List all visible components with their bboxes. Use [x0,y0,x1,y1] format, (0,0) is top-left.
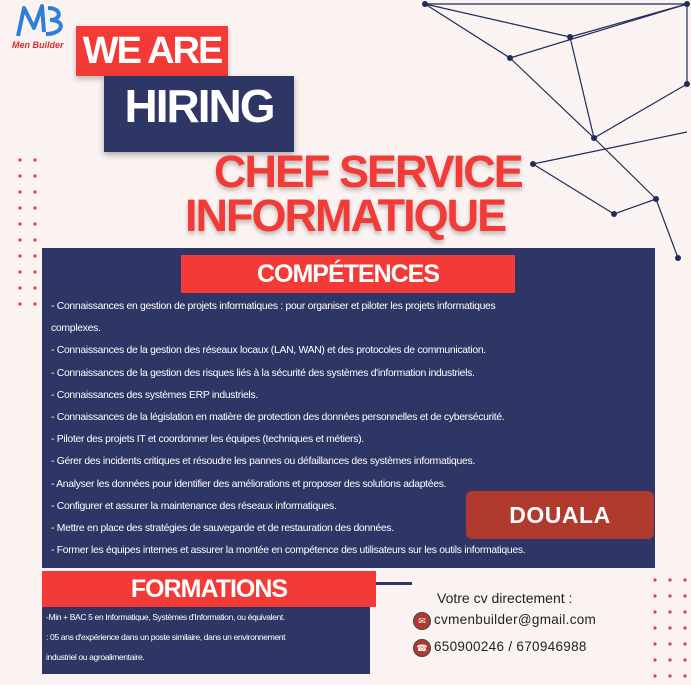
competence-item: - Connaissances de la législation en matière de protection des données personnelles et de cybersécurité. [51,412,505,424]
competence-item: - Former les équipes internes et assurer la montée en compétence des utilisateurs sur les outils informatiques. [51,545,526,557]
job-title-line-2: INFORMATIQUE [185,190,506,241]
competence-item: - Connaissances de la gestion des risques liés à la sécurité des systèmes d'information industriels. [51,367,475,379]
competence-item: - Connaissances des systèmes ERP industriels. [51,389,258,401]
competence-item: - Gérer des incidents critiques et résoudre les pannes ou défaillances des systèmes informatiques. [51,456,475,468]
formation-item: : 05 ans d'expérience dans un poste similaire, dans un environnement [46,632,286,642]
competence-item: complexes. [51,323,101,335]
competence-item: - Connaissances de la gestion des réseaux locaux (LAN, WAN) et des protocoles de communication. [51,345,486,357]
formation-item: industriel ou agroalimentaire. [46,652,145,662]
location-badge: DOUALA [466,491,654,539]
contact-phone[interactable]: 650900246 / 670946988 [434,639,587,654]
envelope-icon: ✉ [413,612,431,630]
competence-item: - Mettre en place des stratégies de sauvegarde et de restauration des données. [51,523,394,535]
hiring-banner: HIRING [104,76,294,152]
logo-text: Men Builder [12,40,64,50]
contact-heading: Votre cv directement : [437,590,573,606]
formations-title: FORMATIONS [42,571,376,607]
competence-item: - Analyser les données pour identifier des améliorations et proposer des solutions adaptées. [51,478,447,490]
formation-item: -Min + BAC 5 en Informatique, Systèmes d'Information, ou équivalent. [46,612,285,622]
job-title-line-1: CHEF SERVICE [214,146,522,197]
competences-title: COMPÉTENCES [181,255,515,293]
competence-item: - Configurer et assurer la maintenance des réseaux informatiques. [51,500,337,512]
competence-item: - Piloter des projets IT et coordonner les équipes (techniques et métiers). [51,434,364,446]
contact-email[interactable]: cvmenbuilder@gmail.com [434,612,597,627]
divider [376,582,412,585]
we-are-banner: WE ARE [76,26,228,76]
formations-list [46,607,368,667]
competence-item: - Connaissances en gestion de projets informatiques : pour organiser et piloter les projets informatiques [51,301,496,312]
phone-icon: ☎ [413,639,431,657]
